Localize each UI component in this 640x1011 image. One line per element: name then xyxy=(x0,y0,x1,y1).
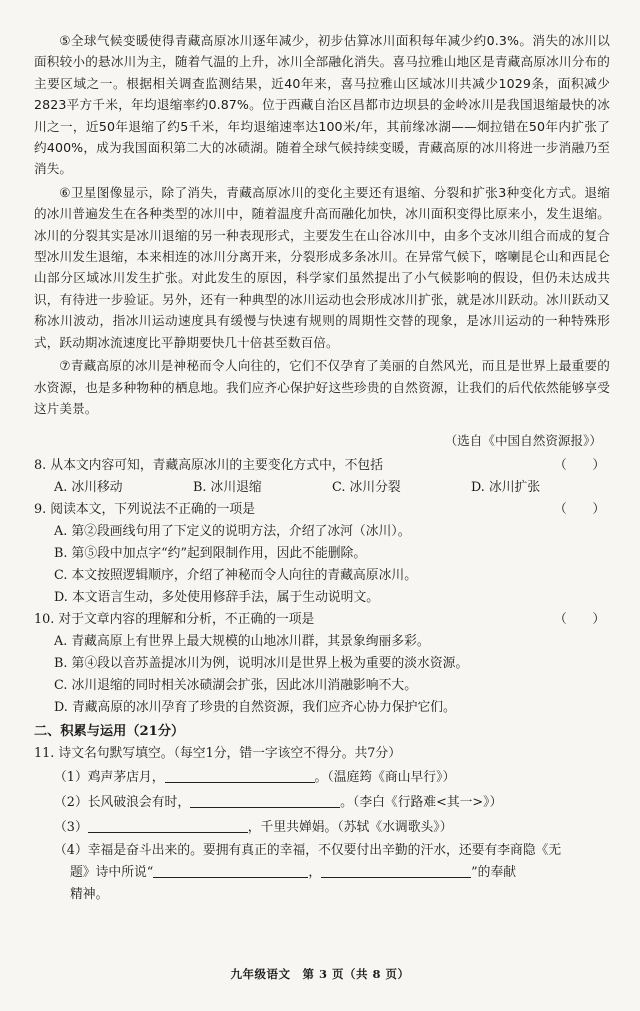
question-10-option-a[interactable]: A. 青藏高原上有世界上最大规模的山地冰川群，其景象绚丽多彩。 xyxy=(54,634,430,650)
fill-blank-1[interactable] xyxy=(165,768,315,783)
question-11 xyxy=(34,743,610,906)
question-10 xyxy=(34,609,610,719)
question-10-option-c[interactable]: C. 冰川退缩的同时相关冰碛湖会扩张，因此冰川消融影响不大。 xyxy=(54,678,417,694)
question-8-option-b[interactable]: B. 冰川退缩 xyxy=(193,480,262,496)
passage-paragraph-5: ⑤全球气候变暖使得青藏高原冰川逐年减少，初步估算冰川面积每年减少约0.3%。消失的冰川以面积较小的悬冰川为主，随着气温的上升，冰川全部融化消失。喜马拉雅山地区是青藏高原冰川分布的主要区域之一。根据相关调查监测结果，近40年来，喜马拉雅山区域冰川共减少1029条，面积减少2823平方千米，年均退缩率约0.87%。位于西藏自治区昌都市边坝县的金岭冰川是我国退缩最快的冰川之一，近50年退缩了约5千米，年均退缩速率达100米/年，其前缘冰湖——炯拉错在50年内扩张了约400%，成为我国面积第二大的冰碛湖。随着全球气候持续变暖，青藏高原的冰川将进一步消融乃至消失。 xyxy=(34,33,610,177)
section-2-title: 二、积累与运用（21分） xyxy=(34,724,185,740)
question-8-answer-box[interactable]: （ ） xyxy=(554,458,606,474)
question-8-option-c[interactable]: C. 冰川分裂 xyxy=(332,480,401,496)
question-10-answer-box[interactable]: （ ） xyxy=(554,612,606,628)
fill-blank-4a[interactable] xyxy=(153,863,308,878)
question-8-option-d[interactable]: D. 冰川扩张 xyxy=(471,480,541,496)
passage-paragraph-7: ⑦青藏高原的冰川是神秘而令人向往的，它们不仅孕育了美丽的自然风光，而且是世界上最重要的水资源，也是多种物种的栖息地。我们应齐心保护好这些珍贵的自然资源，让我们的后代依然能够享受这片美景。 xyxy=(34,358,610,416)
question-8 xyxy=(34,455,610,499)
fill-item-4: （4）幸福是奋斗出来的。要拥有真正的幸福，不仅要付出辛勤的汗水，还要有李商隐《无 题》诗中所说“ ， ”的奉献 精神。 xyxy=(54,843,562,903)
question-9-option-b[interactable]: B. 第⑤段中加点字“约”起到限制作用，因此不能删除。 xyxy=(54,546,367,562)
fill-item-2: （2）长风破浪会有时， 。（李白《行路难<其一>》） xyxy=(54,795,503,811)
page-footer: 九年级语文 第 3 页（共 8 页） xyxy=(230,967,410,981)
question-8-option-a[interactable]: A. 冰川移动 xyxy=(54,480,123,496)
question-8-stem: 8. 从本文内容可知，青藏高原冰川的主要变化方式中，不包括 xyxy=(34,458,383,474)
question-10-option-b[interactable]: B. 第④段以音苏盖提冰川为例，说明冰川是世界上极为重要的淡水资源。 xyxy=(54,656,469,672)
question-9-answer-box[interactable]: （ ） xyxy=(554,502,606,518)
question-9-option-c[interactable]: C. 本文按照逻辑顺序，介绍了神秘而令人向往的青藏高原冰川。 xyxy=(54,568,417,584)
fill-blank-3[interactable] xyxy=(88,818,248,833)
question-8-options xyxy=(34,477,610,499)
passage-paragraph-6: ⑥卫星图像显示，除了消失，青藏高原冰川的变化主要还有退缩、分裂和扩张3种变化方式。退缩的冰川普遍发生在各种类型的冰川中，随着温度升高而融化加快，冰川面积变得比原来小，发生退缩。冰川的分裂其实是冰川退缩的另一种表现形式，主要发生在山谷冰川中，由多个支冰川组合而成的复合型冰川发生退缩，本来相连的冰川分离开来，分裂形成多条冰川。在异常气候下，喀喇昆仑山和西昆仑山部分区域冰川发生扩张。对此发生的原因，科学家们虽然提出了小气候影响的假设，但仍未达成共识，有待进一步验证。另外，还有一种典型的冰川运动也会形成冰川扩张，就是冰川跃动。冰川跃动又称冰川波动，指冰川运动速度具有缓慢与快速有规则的周期性交替的现象，是冰川运动的一种特殊形式，跃动期冰流速度比平静期要快几十倍甚至数百倍。 xyxy=(34,184,610,350)
question-10-option-d[interactable]: D. 青藏高原的冰川孕育了珍贵的自然资源，我们应齐心协力保护它们。 xyxy=(54,700,456,716)
question-9-stem: 9. 阅读本文，下列说法不正确的一项是 xyxy=(34,502,256,518)
fill-blank-2[interactable] xyxy=(190,793,340,808)
question-9-option-a[interactable]: A. 第②段画线句用了下定义的说明方法，介绍了冰河（冰川）。 xyxy=(54,524,411,540)
question-9 xyxy=(34,499,610,609)
question-9-option-d[interactable]: D. 本文语言生动，多处使用修辞手法，属于生动说明文。 xyxy=(54,590,380,606)
fill-item-3: （3） ，千里共婵娟。（苏轼《水调歌头》） xyxy=(54,820,453,836)
fill-blank-4b[interactable] xyxy=(321,863,471,878)
fill-item-1: （1）鸡声茅店月， 。（温庭筠《商山早行》） xyxy=(54,770,456,786)
source-citation: （选自《中国自然资源报》） xyxy=(444,433,602,449)
question-11-stem: 11. 诗文名句默写填空。（每空1分，错一字该空不得分。共7分） xyxy=(34,746,402,762)
question-10-stem: 10. 对于文章内容的理解和分析，不正确的一项是 xyxy=(34,612,315,628)
